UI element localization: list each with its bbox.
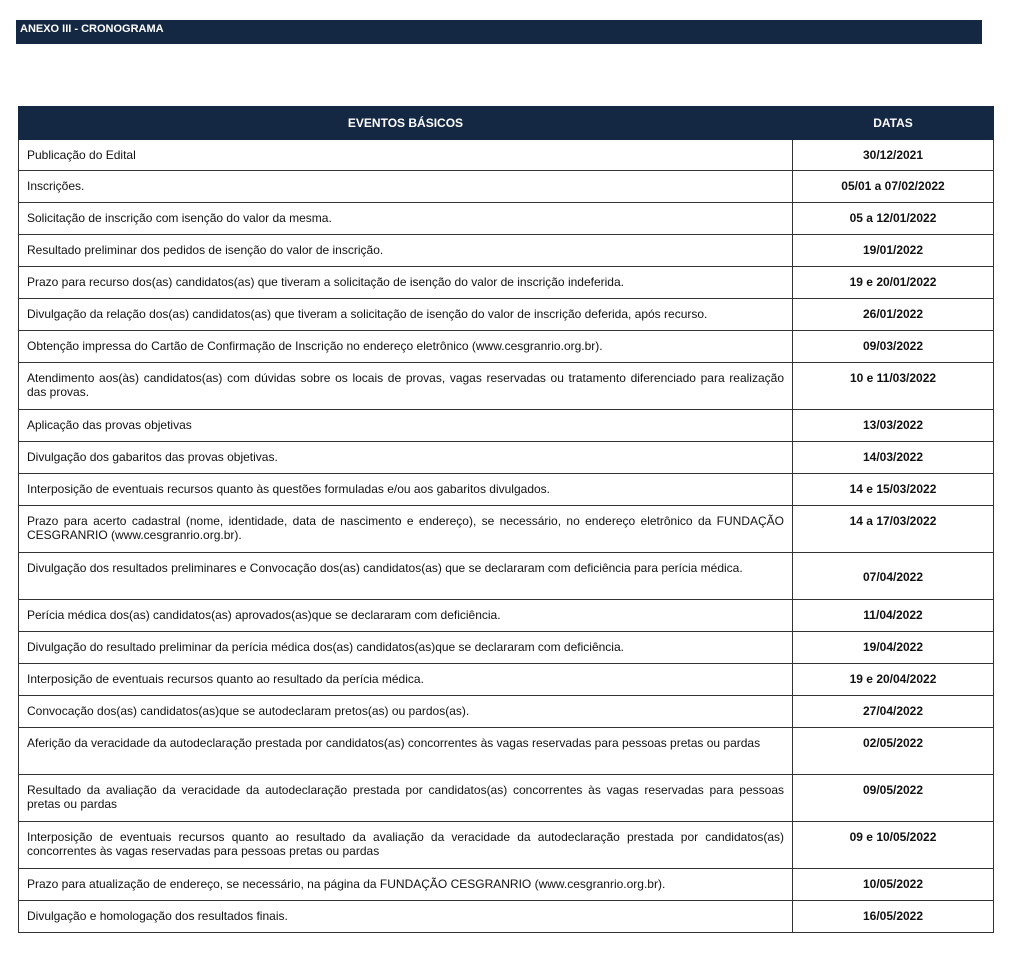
event-cell: Interposição de eventuais recursos quanto ao resultado da avaliação da veracidade da autodeclaração prestada por candidatos(as) concorrentes às vagas reservadas para pessoas pretas ou pardas — [19, 822, 793, 869]
event-cell: Perícia médica dos(as) candidatos(as) aprovados(as)que se declararam com deficiência. — [19, 600, 793, 632]
table-row — [19, 664, 994, 696]
event-cell: Divulgação e homologação dos resultados finais. — [19, 901, 793, 933]
date-cell: 09/03/2022 — [793, 331, 994, 363]
event-cell: Publicação do Edital — [19, 140, 793, 171]
annex-title-bar — [16, 20, 982, 44]
date-cell: 30/12/2021 — [793, 140, 994, 171]
event-cell: Aferição da veracidade da autodeclaração prestada por candidatos(as) concorrentes às vagas reservadas para pessoas pretas ou pardas — [19, 728, 793, 775]
event-cell: Inscrições. — [19, 171, 793, 203]
table-row — [19, 506, 994, 553]
table-row — [19, 728, 994, 775]
table-row — [19, 235, 994, 267]
date-cell: 16/05/2022 — [793, 901, 994, 933]
date-cell: 27/04/2022 — [793, 696, 994, 728]
table-header-row — [19, 107, 994, 140]
date-cell: 05/01 a 07/02/2022 — [793, 171, 994, 203]
table-row — [19, 410, 994, 442]
event-cell: Divulgação da relação dos(as) candidatos(as) que tiveram a solicitação de isenção do valor de inscrição deferida, após recurso. — [19, 299, 793, 331]
date-cell: 10 e 11/03/2022 — [793, 363, 994, 410]
date-cell: 19/01/2022 — [793, 235, 994, 267]
date-cell: 02/05/2022 — [793, 728, 994, 775]
table-row — [19, 901, 994, 933]
event-cell: Resultado preliminar dos pedidos de isenção do valor de inscrição. — [19, 235, 793, 267]
column-header-dates: DATAS — [793, 107, 994, 140]
table-row — [19, 299, 994, 331]
date-cell: 14 a 17/03/2022 — [793, 506, 994, 553]
date-cell: 14 e 15/03/2022 — [793, 474, 994, 506]
table-row — [19, 696, 994, 728]
table-row — [19, 775, 994, 822]
event-cell: Divulgação do resultado preliminar da perícia médica dos(as) candidatos(as)que se declararam com deficiência. — [19, 632, 793, 664]
event-cell: Interposição de eventuais recursos quanto ao resultado da perícia médica. — [19, 664, 793, 696]
date-cell: 19 e 20/04/2022 — [793, 664, 994, 696]
date-cell: 05 a 12/01/2022 — [793, 203, 994, 235]
table-row — [19, 869, 994, 901]
event-cell: Atendimento aos(às) candidatos(as) com dúvidas sobre os locais de provas, vagas reservadas ou tratamento diferenciado para realização das provas. — [19, 363, 793, 410]
table-row — [19, 203, 994, 235]
table-row — [19, 267, 994, 299]
table-row — [19, 331, 994, 363]
event-cell: Divulgação dos gabaritos das provas objetivas. — [19, 442, 793, 474]
table-row — [19, 600, 994, 632]
event-cell: Obtenção impressa do Cartão de Confirmação de Inscrição no endereço eletrônico (www.cesgranrio.org.br). — [19, 331, 793, 363]
table-row — [19, 363, 994, 410]
schedule-table — [18, 106, 994, 933]
event-cell: Prazo para atualização de endereço, se necessário, na página da FUNDAÇÃO CESGRANRIO (www.cesgranrio.org.br). — [19, 869, 793, 901]
date-cell: 26/01/2022 — [793, 299, 994, 331]
event-cell: Divulgação dos resultados preliminares e Convocação dos(as) candidatos(as) que se declararam com deficiência para perícia médica. — [19, 553, 793, 600]
event-cell: Resultado da avaliação da veracidade da autodeclaração prestada por candidatos(as) concorrentes às vagas reservadas para pessoas pretas ou pardas — [19, 775, 793, 822]
table-row — [19, 632, 994, 664]
table-row — [19, 442, 994, 474]
event-cell: Convocação dos(as) candidatos(as)que se autodeclaram pretos(as) ou pardos(as). — [19, 696, 793, 728]
date-cell: 09/05/2022 — [793, 775, 994, 822]
date-cell: 13/03/2022 — [793, 410, 994, 442]
table-row — [19, 822, 994, 869]
table-row — [19, 140, 994, 171]
date-cell: 19/04/2022 — [793, 632, 994, 664]
event-cell: Prazo para recurso dos(as) candidatos(as) que tiveram a solicitação de isenção do valor de inscrição indeferida. — [19, 267, 793, 299]
event-cell: Interposição de eventuais recursos quanto às questões formuladas e/ou aos gabaritos divulgados. — [19, 474, 793, 506]
date-cell: 11/04/2022 — [793, 600, 994, 632]
date-cell: 07/04/2022 — [793, 553, 994, 600]
column-header-events: EVENTOS BÁSICOS — [19, 107, 793, 140]
event-cell: Aplicação das provas objetivas — [19, 410, 793, 442]
date-cell: 19 e 20/01/2022 — [793, 267, 994, 299]
annex-title: ANEXO III - CRONOGRAMA — [20, 23, 164, 35]
date-cell: 10/05/2022 — [793, 869, 994, 901]
table-row — [19, 553, 994, 600]
date-cell: 09 e 10/05/2022 — [793, 822, 994, 869]
table-row — [19, 474, 994, 506]
event-cell: Solicitação de inscrição com isenção do valor da mesma. — [19, 203, 793, 235]
table-row — [19, 171, 994, 203]
event-cell: Prazo para acerto cadastral (nome, identidade, data de nascimento e endereço), se necessário, no endereço eletrônico da FUNDAÇÃO CESGRANRIO (www.cesgranrio.org.br). — [19, 506, 793, 553]
date-cell: 14/03/2022 — [793, 442, 994, 474]
